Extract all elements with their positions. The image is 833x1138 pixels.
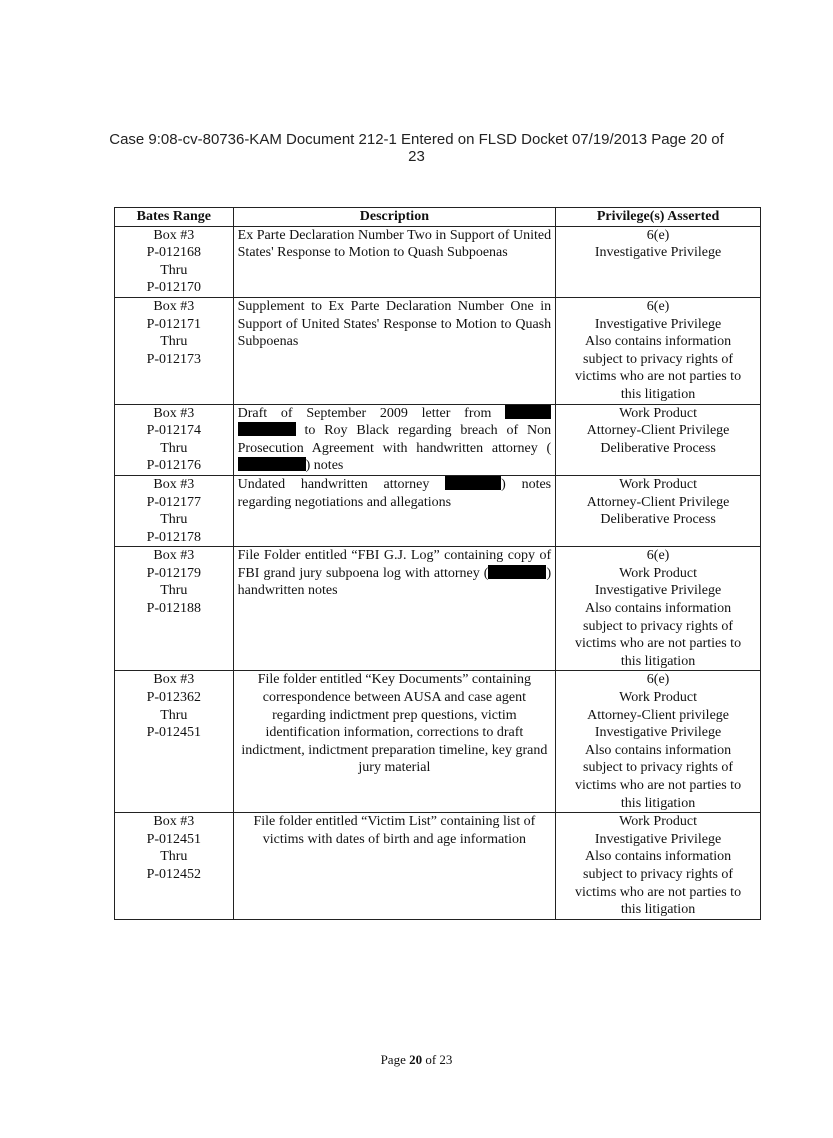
bates-start: P-012362 [146, 690, 202, 706]
footer-total: of 23 [425, 1052, 453, 1067]
docket-header-line2: 23 [408, 148, 425, 165]
privilege-item: Investigative Privilege [594, 316, 722, 332]
privilege-item: 6(e) [646, 672, 670, 688]
privilege-item: 6(e) [646, 227, 670, 243]
description-cell: File folder entitled “Victim List” containing list of victims with dates of birth and age information [233, 813, 555, 920]
bates-end: P-012173 [146, 351, 202, 367]
bates-thru: Thru [160, 440, 188, 456]
privilege-item: subject to privacy rights of [583, 618, 734, 634]
description-text: ) handwritten notes [237, 565, 552, 599]
bates-thru: Thru [160, 262, 188, 278]
description-cell: File folder entitled “Key Documents” containing correspondence between AUSA and case agent regarding indictment prep questions, victim identification information, corrections to draft indictment, indictment preparation timeline, key grand jury material [233, 671, 555, 813]
privilege-item: victims who are not parties to [575, 369, 742, 385]
bates-box: Box #3 [153, 814, 195, 830]
bates-box: Box #3 [153, 405, 195, 421]
table-row [115, 297, 761, 404]
privilege-item: Investigative Privilege [594, 725, 722, 741]
privilege-item: Work Product [619, 476, 697, 492]
privilege-log-table [114, 207, 761, 920]
description-cell: Supplement to Ex Parte Declaration Number One in Support of United States' Response to Motion to Quash Subpoenas [233, 297, 555, 404]
column-header-description: Description [233, 208, 555, 227]
bates-end: P-012176 [146, 458, 202, 474]
bates-cell [115, 813, 234, 920]
bates-thru: Thru [160, 707, 188, 723]
bates-start: P-012177 [146, 494, 202, 510]
description-text: Undated handwritten attorney [237, 476, 430, 492]
privilege-item: Attorney-Client Privilege [586, 423, 730, 439]
bates-end: P-012170 [146, 280, 202, 296]
description-text: File Folder entitled “FBI G.J. Log” containing copy of FBI grand jury subpoena log with attorney ( [237, 548, 552, 581]
column-header-privileges: Privilege(s) Asserted [556, 208, 761, 227]
privilege-item: Work Product [619, 565, 697, 581]
privilege-item: 6(e) [646, 298, 670, 314]
description-cell: Ex Parte Declaration Number Two in Support of United States' Response to Motion to Quash Subpoenas [233, 226, 555, 297]
privilege-item: Also contains information [584, 334, 732, 350]
privilege-item: Work Product [619, 405, 697, 421]
bates-box: Box #3 [153, 548, 195, 564]
bates-end: P-012451 [146, 725, 202, 741]
description-text: ) notes regarding negotiations and allegations [237, 476, 552, 510]
privilege-item: Investigative Privilege [594, 831, 722, 847]
bates-start: P-012168 [146, 245, 202, 261]
redaction-bar [488, 565, 546, 579]
bates-end: P-012188 [146, 601, 202, 617]
table-row [115, 547, 761, 671]
privilege-item: Attorney-Client privilege [587, 707, 730, 723]
privilege-cell [556, 475, 761, 546]
privilege-item: subject to privacy rights of [583, 866, 734, 882]
bates-box: Box #3 [153, 227, 195, 243]
privilege-cell [556, 813, 761, 920]
privilege-item: Also contains information [584, 601, 732, 617]
page-footer [0, 1052, 833, 1068]
table-row [115, 404, 761, 475]
table-header-row [115, 208, 761, 227]
description-text: Draft of September 2009 letter from [237, 405, 492, 421]
bates-thru: Thru [160, 849, 188, 865]
privilege-item: 6(e) [646, 548, 670, 564]
description-cell [233, 475, 555, 546]
privilege-item: Work Product [619, 814, 697, 830]
privilege-item: Investigative Privilege [594, 245, 722, 261]
table-row [115, 813, 761, 920]
privilege-cell [556, 671, 761, 813]
bates-box: Box #3 [153, 298, 195, 314]
bates-cell [115, 671, 234, 813]
bates-start: P-012179 [146, 565, 202, 581]
privilege-item: Deliberative Process [600, 440, 716, 456]
privilege-item: Deliberative Process [600, 512, 716, 528]
table-row [115, 226, 761, 297]
bates-end: P-012452 [146, 866, 202, 882]
docket-header [0, 131, 833, 165]
privilege-item: subject to privacy rights of [583, 351, 734, 367]
bates-start: P-012451 [146, 831, 202, 847]
bates-cell [115, 475, 234, 546]
bates-cell [115, 547, 234, 671]
privilege-item: subject to privacy rights of [583, 760, 734, 776]
bates-box: Box #3 [153, 672, 195, 688]
privilege-item: this litigation [620, 902, 696, 918]
bates-thru: Thru [160, 512, 188, 528]
privilege-item: Also contains information [584, 849, 732, 865]
privilege-item: victims who are not parties to [575, 636, 742, 652]
redaction-bar [238, 422, 296, 436]
footer-prefix: Page [380, 1052, 406, 1067]
bates-start: P-012174 [146, 423, 202, 439]
bates-end: P-012178 [146, 529, 202, 545]
bates-thru: Thru [160, 334, 188, 350]
privilege-item: this litigation [620, 795, 696, 811]
bates-box: Box #3 [153, 476, 195, 492]
redaction-bar [505, 405, 551, 419]
description-cell [233, 547, 555, 671]
footer-page-number: 20 [409, 1052, 423, 1067]
bates-cell [115, 226, 234, 297]
description-text: to Roy Black regarding breach of Non Prosecution Agreement with handwritten attorney [237, 423, 552, 456]
privilege-cell [556, 226, 761, 297]
privilege-item: Attorney-Client Privilege [586, 494, 730, 510]
privilege-item: this litigation [620, 653, 696, 669]
privilege-cell [556, 297, 761, 404]
redaction-bar [445, 476, 501, 490]
privilege-item: Also contains information [584, 742, 732, 758]
bates-cell [115, 297, 234, 404]
privilege-item: this litigation [620, 386, 696, 402]
description-text: ) notes [305, 458, 344, 474]
privilege-item: victims who are not parties to [575, 778, 742, 793]
table-row [115, 475, 761, 546]
bates-cell [115, 404, 234, 475]
privilege-item: Work Product [619, 690, 697, 706]
privilege-cell [556, 547, 761, 671]
column-header-bates: Bates Range [115, 208, 234, 227]
redaction-bar [238, 457, 306, 471]
table-row [115, 671, 761, 813]
docket-header-line1: Case 9:08-cv-80736-KAM Document 212-1 Entered on FLSD Docket 07/19/2013 Page 20 of [109, 131, 724, 148]
bates-start: P-012171 [146, 316, 202, 332]
privilege-cell [556, 404, 761, 475]
description-text: ( [546, 440, 552, 456]
description-cell [233, 404, 555, 475]
privilege-item: victims who are not parties to [575, 884, 742, 900]
privilege-item: Investigative Privilege [594, 583, 722, 599]
bates-thru: Thru [160, 583, 188, 599]
